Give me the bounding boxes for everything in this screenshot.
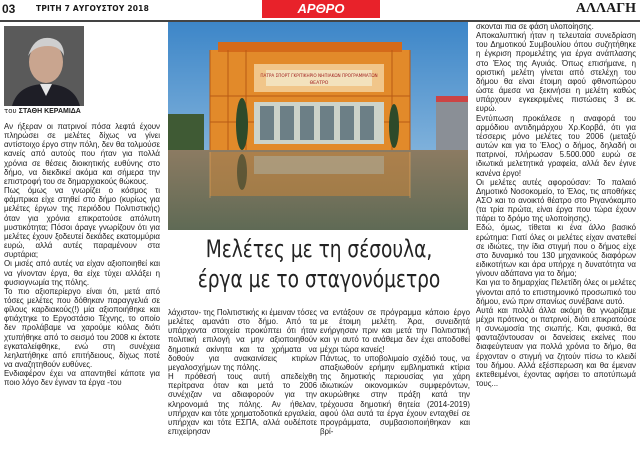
article-column-3: να εντάξουν σε πρόγραμμα κάποιο έργο με έτοιμη μελέτη. Άρα, συνειδητά ενήργησαν πριν και μετά την Πολιτιστική και γι αυτό το ανάθεμα δεν έχει αποδοθεί μέχρι τώρα κανείς! Πάντως, το υποβολιμαίο σχέδιό τους, να απαξιωθούν ερήμην εμβληματικά κτίρια της δημοτικής περιουσίας για χάρη ιδιωτικών οικονομικών συμφερόντων, ακυρώθηκε στην πράξη κατά την τρέχουσα δημοτική θητεία (2014-2019) αφού όλα αυτά τα έργα έχουν ενταχθεί σε προγράμματα, συμβασιοποιήθηκαν και βρί- (320, 308, 470, 437)
section-label: ΑΡΘΡΟ (262, 0, 380, 18)
headline-line-2: έργα με το σταγονόμετρο (197, 265, 441, 293)
page-number: 03 (2, 2, 16, 16)
newspaper-name: ΑΛΛΑΓΗ (575, 1, 636, 16)
article-column-4: σκονται πια σε φάση υλοποίησης. Αποκαλυπτική ήταν η τελευταία συνεδρίαση του Δημοτικού Συμβουλίου όπου συζητήθηκε η έγκριση προμελέτης για έργα ανάπλασης στο Έλος της Αγυιάς. Όπως επισήμανε, η οριστική μελέτη γίνεται από στελέχη του δήμου θα είναι έτοιμη αφού φθινοπώρου ώστε άμεσα να ξεκινήσει η μελέτη καθώς υπάρχουν εγκεκριμένες πιστώσεις 3 εκ. ευρώ. Εντύπωση προκάλεσε η αναφορά του αρμόδιου αντιδημάρχου Χρ.Κορβά, ότι για τέσσερις μόνο μελέτες του 2006 (μεταξύ αυτών και για το Έλος) ο δήμος, δηλαδή οι πατρινοί, πλήρωσαν 5.500.000 ευρώ σε ιδιωτικά μελετητικά γραφεία, αλλά δεν έγινε κανένα έργο! Οι μελέτες αυτές αφορούσαν: Το παλαιό Δημοτικό Νοσοκομείο, το Έλος, τις αποθήκες ΑΣΟ και το ανοικτό θέατρο στο Ριγανόκαμπο (τα τρία πρώτα, είναι έργα που τώρα έχουν πάρει το δρόμο της υλοποίησης). Εδώ, όμως, τίθεται κι ένα άλλο βασικό ερώτημα: Γιατί όλες οι μελέτες είχαν ανατεθεί σε ιδιώτες, την ίδια στιγμή που ο δήμος είχε στο δυναμικό του 130 μηχανικούς διαφόρων ειδικοτήτων και άρα υπήρχε η δυνατότητα να γίνουν αδάπανα για το δήμο; Και για το δημαρχίας Πελετίδη όλες οι μελέτες γίνονται από το επιστημονικό προσωπικό του δήμου, ενώ πριν σπανίως συνέβαινε αυτό. Αυτά και πολλά άλλα ακόμη θα γνωρίζαμε μέχρι πρότινος οι πατρινοί, διότι επικρατούσε η συνωμοσία της σιωπής. Και, φυσικά, θα φανταζόντουσαν οι δανείσεις εκείνες που διαφεύγτευαν για πολλά χρόνια το δήμο, θα έρχονταν ο στιγμή να ζητούν πίσω το κλειδί του δήμου. Αλλά εξέσπερωση και θα έμεναν εκτεθειμένοι, έχοντας αφήσει το αποτύπωμά τους... (476, 22, 636, 389)
author-photo (4, 26, 84, 106)
author-byline (4, 107, 104, 115)
byline-prefix: του (4, 107, 17, 115)
headline-line-1: Μελέτες με τη σέσουλα, (205, 235, 433, 263)
article-photo (168, 22, 468, 230)
author-name: ΣΤΑΘΗ ΚΕΡΑΜΙΔΑ (18, 108, 81, 115)
building-sign-line2: ΘΕΑΤΡΟ (309, 81, 329, 86)
article-column-1: Αν ήξεραν οι πατρινοί πόσα λεφτά έχουν πληρώσει σε μελέτες δίχως να γίνει αντίστοιχο έργο στην πόλη, δεν θα τολμούσε κανείς από αυτούς που ήταν για πολλά χρόνια σε θέσεις διοικητικής ευθύνης στο δήμο, να διεκδικεί ακόμα και σήμερα την επιστροφή του σε δημαρχιακούς θώκους. Πως όμως να γνωρίζει ο κόσμος τι φάμπρικα είχε στηθεί στο δήμο (κυρίως για μελέτες έργων της περιόδου Πολιτιστικής) όταν για χρόνια επικρατούσε απόλυτη μυστικότητα; Πόσοι άραγε γνωρίζουν ότι για μελέτες έχουν ξοδευτεί δεκάδες εκατομμύρια ευρώ, αλλά αυτές παραμένουν στα συρτάρια; Οι μισές από αυτές να είχαν αξιοποιηθεί και να γίνονταν έργα, θα είχε τύχει αλλάξει η φυσιογνωμία της πόλης. Το πιο αξιοπερίεργο είναι ότι, μετά από τόσες μελέτες που δόθηκαν παραγγελιά σε φίλους καρδιακούς(!) μία αξιοποιήθηκε και φτιάχτηκε το Εργοστάσιο Τέχνης, το οποίο δεν προλάβαμε να χαρούμε κιόλας διότι χτυπήθηκε από το σεισμό του 2008 κι έκτοτε εγκαταλείφθηκε, ενώ στη συνέχεια λεηλατήθηκε από επιτήδειους, δίχως ποτέ να αναζητηθούν ευθύνες. Ενδιαφέρον έχει να απαντηθεί κάποτε για ποιο λόγο δεν έγιναν τα έργα -του (4, 122, 160, 388)
issue-date: ΤΡΙΤΗ 7 ΑΥΓΟΥΣΤΟΥ 2018 (36, 4, 149, 13)
article-column-2: λάχιστον- της Πολιτιστικής κι έμειναν τόσες μελέτες αμανάτι στο δήμο. Από τα υπάρχοντα στοιχεία προκύπτει ότι ήταν πολιτική επιλογή να μην αξιοποιηθούν δημοτικά ακίνητα και τα χρήματα να δοθούν για ανακαινίσεις κτιρίων μεγαλοσχήμων της πόλης. Η πρόθεσή τους αυτή απεδείχθη περίτρανα όταν και μετά το 2006 συνέχιζαν να αδιαφορούν για την κληρονομιά της πόλης. Αν ήθελαν, υπήρχαν και τότε χρηματοδοτικά εργαλεία, υπήρχαν και τότε ΕΣΠΑ, αλλά ουδέποτε επιχείρησαν (168, 308, 317, 437)
building-sign-line1: ΠΑΤΡΑ ΣΠΟΡΤ ΓΚΡΙΤΙΚΗΡΙΟ ΝΗΠΙΑΚΩΝ ΠΡΟΓΡΑΜΜΑΤΩΝ (260, 73, 378, 78)
article-headline (187, 234, 450, 294)
